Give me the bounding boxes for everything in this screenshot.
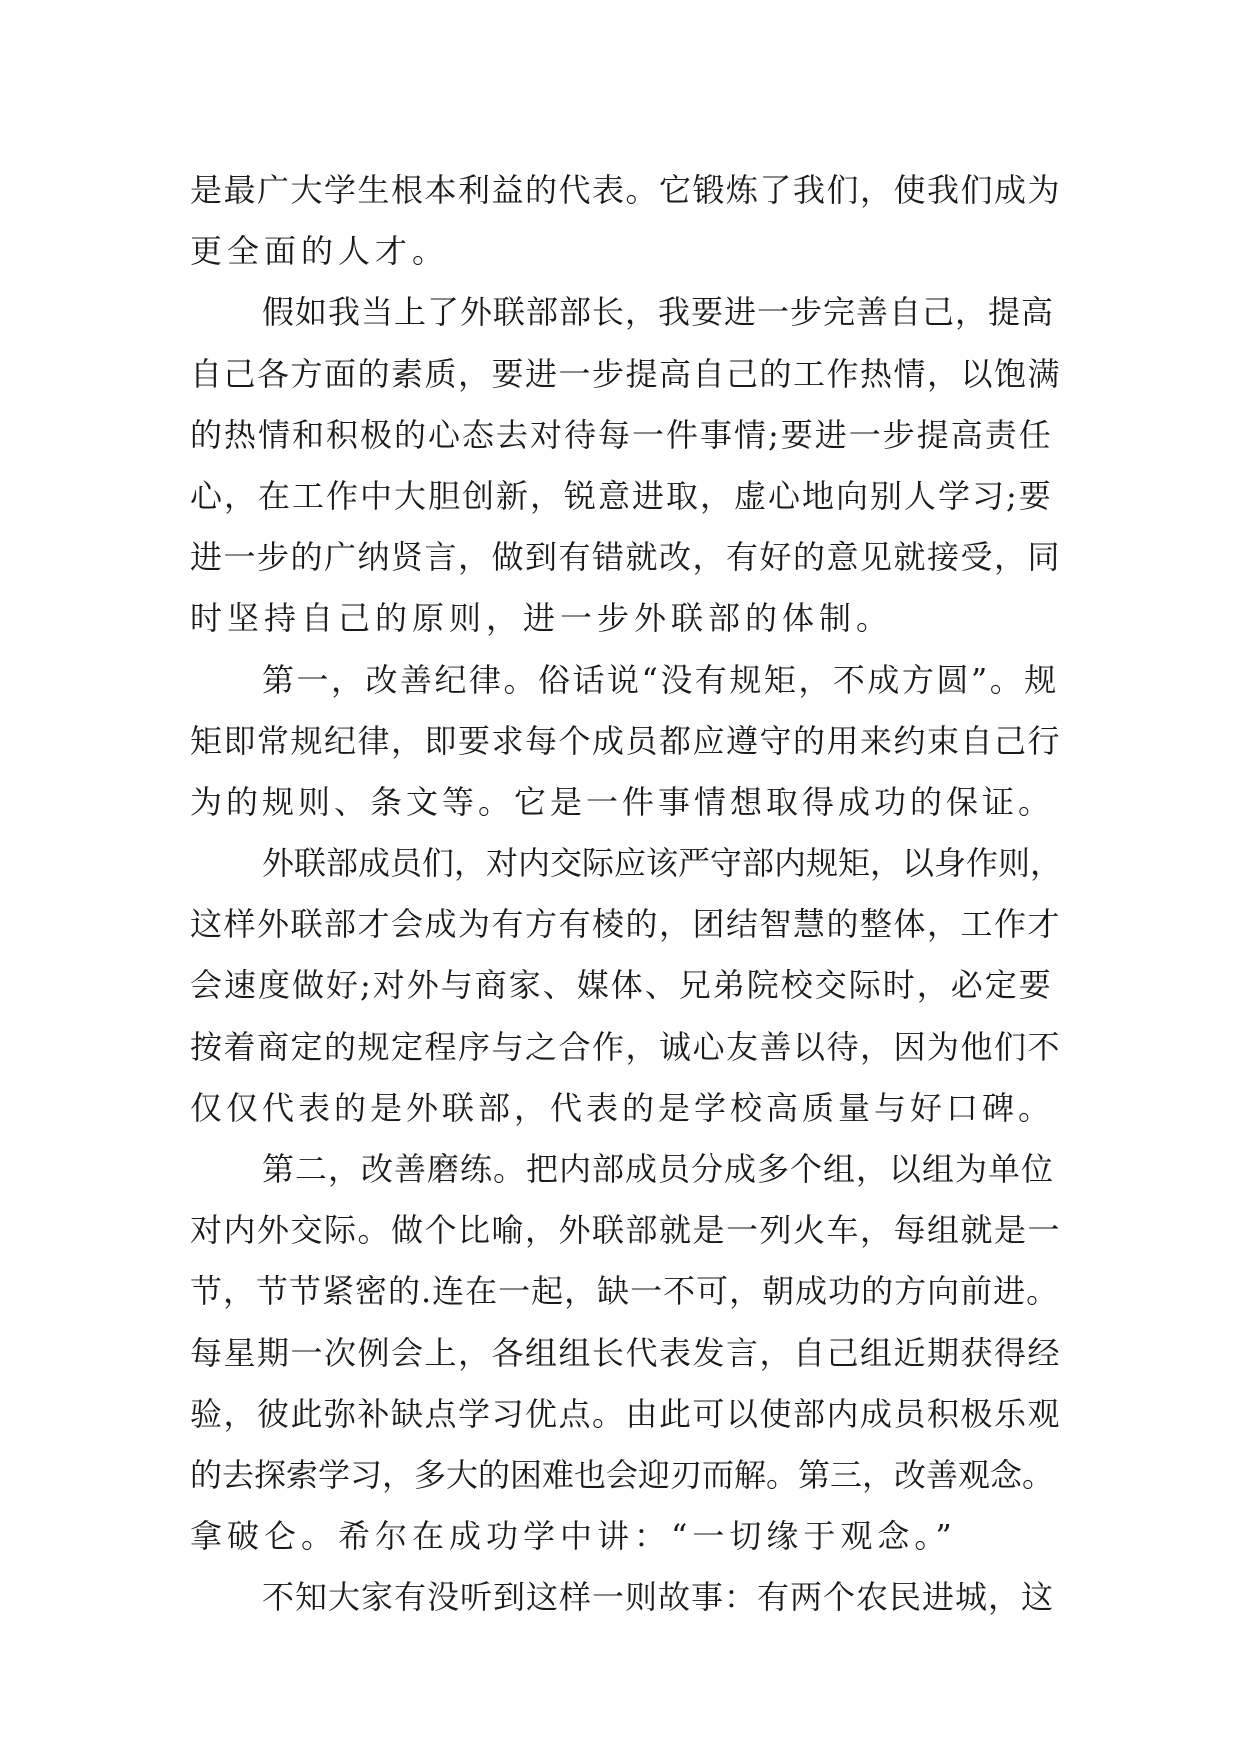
text-line: 假如我当上了外联部部长，我要进一步完善自己，提高: [262, 293, 1055, 332]
text-line: 每星期一次例会上，各组组长代表发言，自己组近期获得经: [190, 1333, 1062, 1372]
text-line: 第一，改善纪律。俗话说“没有规矩，不成方圆”。规: [262, 660, 1059, 699]
text-line: 心，在工作中大胆创新，锐意进取，虚心地向别人学习;要: [190, 476, 1053, 515]
text-line: 对内外交际。做个比喻，外联部就是一列火车，每组就是一: [190, 1211, 1062, 1250]
text-line: 时坚持自己的原则，进一步外联部的体制。: [190, 599, 894, 638]
text-line: 拿破仑。希尔在成功学中讲：“一切缘于观念。”: [190, 1517, 957, 1556]
text-line: 的去探索学习，多大的困难也会迎刃而解。第三，改善观念。: [190, 1455, 1055, 1494]
text-line: 矩即常规纪律，即要求每个成员都应遵守的用来约束自己行: [190, 721, 1062, 760]
text-line: 是最广大学生根本利益的代表。它锻炼了我们，使我们成为: [190, 171, 1062, 209]
text-line: 第二，改善磨练。把内部成员分成多个组，以组为单位: [262, 1150, 1055, 1188]
text-line: 外联部成员们，对内交际应该严守部内规矩，以身作则，: [262, 844, 1063, 883]
text-line: 仅仅代表的是外联部，代表的是学校高质量与好口碑。: [190, 1088, 1055, 1127]
text-line: 为的规则、条文等。它是一件事情想取得成功的保证。: [190, 782, 1055, 821]
text-line: 不知大家有没听到这样一则故事：有两个农民进城，这: [262, 1578, 1055, 1617]
text-line: 验，彼此弥补缺点学习优点。由此可以使部内成员积极乐观: [190, 1394, 1062, 1433]
text-line: 更全面的人才。: [190, 232, 450, 271]
text-line: 进一步的广纳贤言，做到有错就改，有好的意见就接受，同: [190, 538, 1062, 577]
text-line: 会速度做好;对外与商家、媒体、兄弟院校交际时，必定要: [190, 966, 1053, 1005]
text-line: 节，节节紧密的.连在一起，缺一不可，朝成功的方向前进。: [190, 1272, 1060, 1311]
text-line: 按着商定的规定程序与之合作，诚心友善以待，因为他们不: [190, 1027, 1062, 1066]
text-line: 这样外联部才会成为有方有棱的，团结智慧的整体，工作才: [190, 905, 1062, 944]
text-line: 的热情和积极的心态去对待每一件事情;要进一步提高责任: [190, 415, 1053, 454]
document-body: [190, 160, 1065, 1629]
text-line: 自己各方面的素质，要进一步提高自己的工作热情，以饱满: [190, 354, 1062, 393]
